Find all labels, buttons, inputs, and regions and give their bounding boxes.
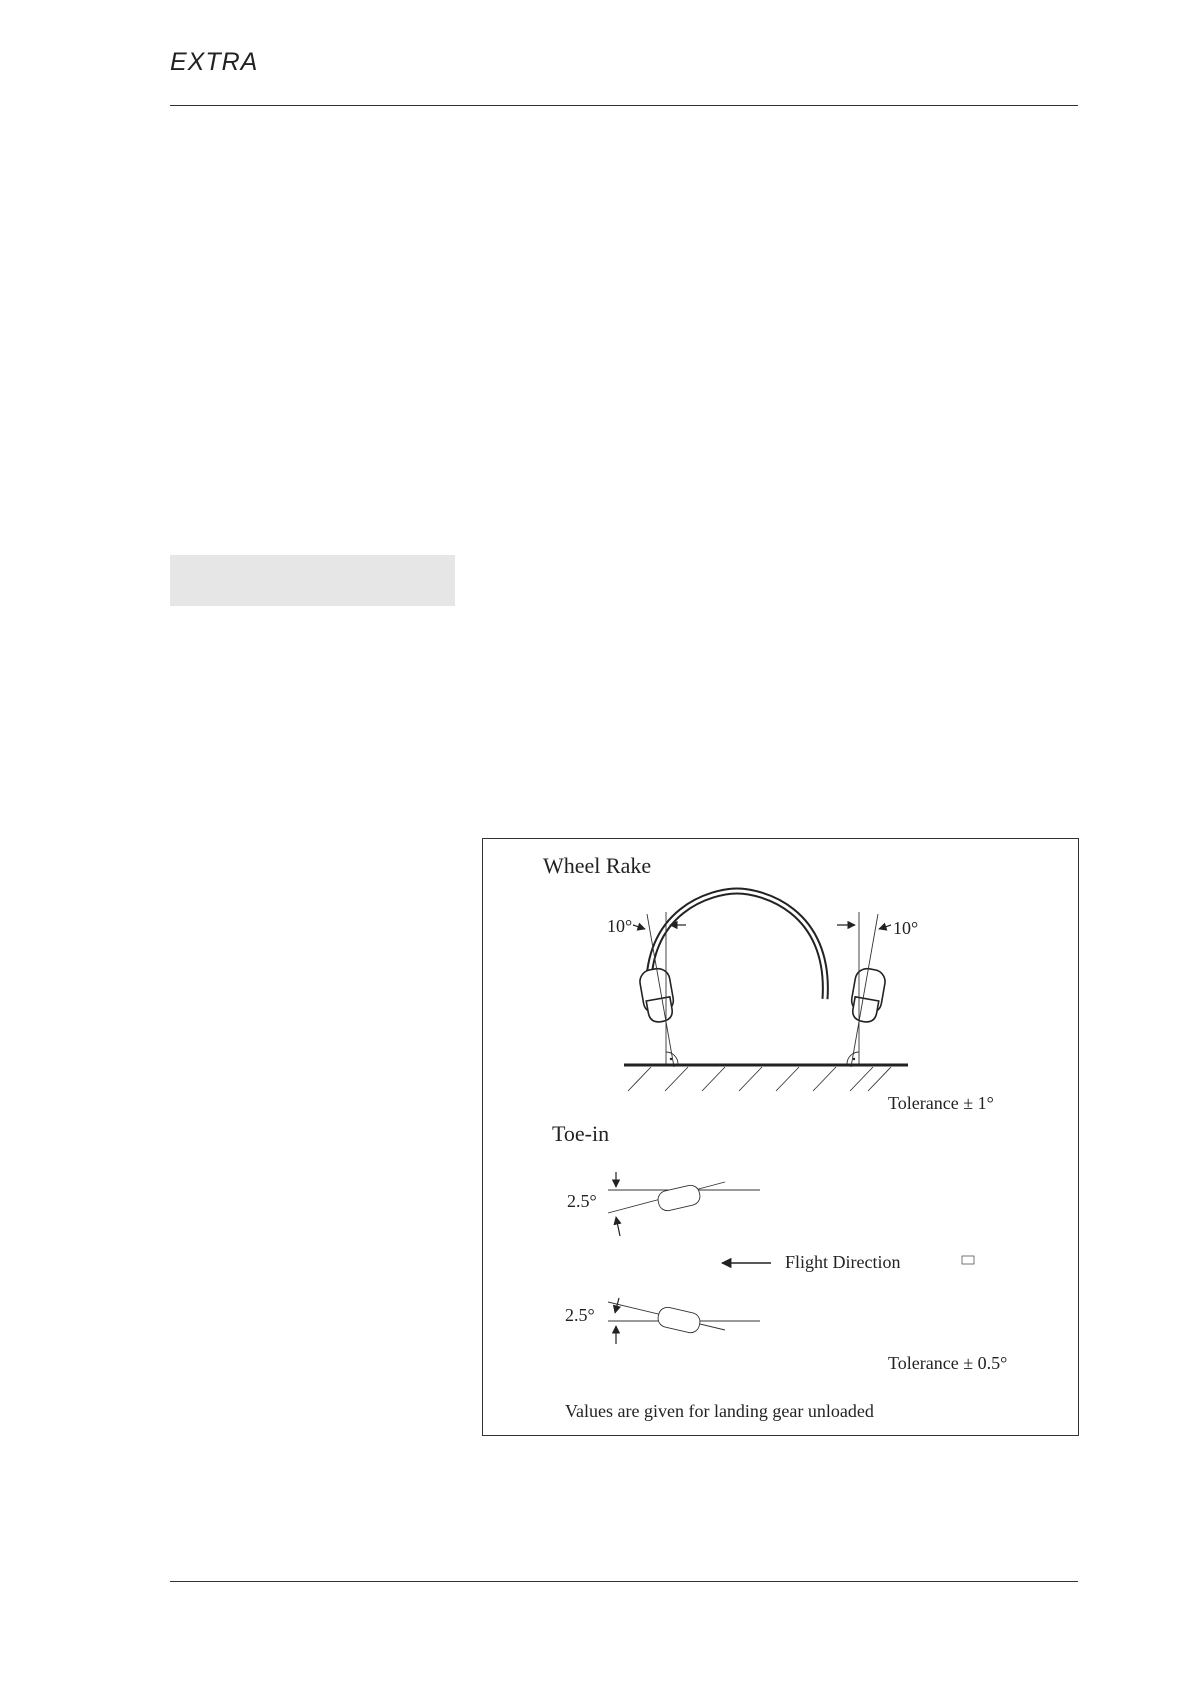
left-right-angle-dot — [670, 1058, 672, 1060]
toe-upper-arrow-bottom — [616, 1217, 620, 1236]
left-rake-arrow-outer — [633, 925, 645, 929]
rake-tolerance-label: Tolerance ± 1° — [888, 1093, 994, 1113]
toe-tolerance-label: Tolerance ± 0.5° — [888, 1353, 1008, 1373]
footer-rule — [170, 1581, 1078, 1582]
small-box-mark — [962, 1256, 974, 1264]
toe-lower-angle-label: 2.5° — [565, 1305, 595, 1325]
ground-hatching — [628, 1067, 891, 1091]
right-rake-arrow-outer — [879, 925, 891, 929]
unloaded-note: Values are given for landing gear unloaded — [565, 1401, 874, 1421]
toe-upper-angle-label: 2.5° — [567, 1191, 597, 1211]
landing-gear-alignment-figure — [482, 838, 1079, 1436]
toe-in-heading: Toe-in — [552, 1121, 610, 1146]
wheel-rake-heading: Wheel Rake — [543, 853, 652, 878]
toe-lower-arrow-top — [615, 1298, 619, 1313]
gear-leg-arch — [649, 891, 826, 999]
flight-direction-label: Flight Direction — [785, 1252, 901, 1272]
brand-logo: EXTRA — [170, 48, 259, 76]
left-rake-angle-label: 10° — [607, 916, 633, 936]
toe-in-upper — [608, 1182, 760, 1213]
header-rule — [170, 105, 1078, 106]
right-rake-angle-label: 10° — [893, 918, 919, 938]
grey-shaded-block — [170, 555, 455, 606]
toe-in-lower — [608, 1302, 760, 1334]
right-right-angle-dot — [853, 1058, 855, 1060]
